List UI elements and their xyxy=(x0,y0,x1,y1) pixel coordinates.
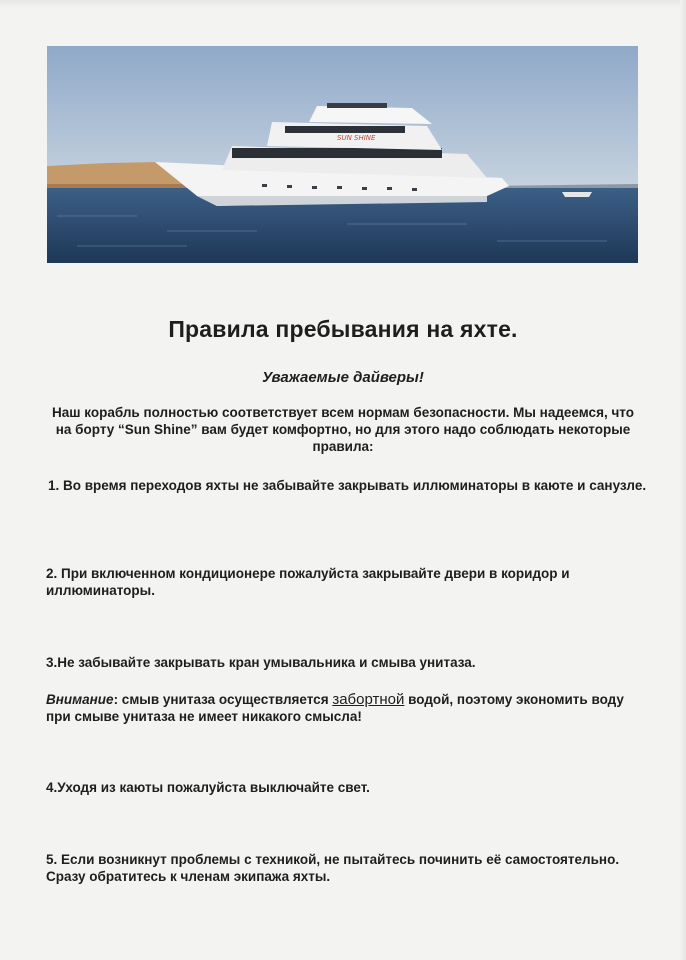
rule-1: 1. Во время переходов яхты не забывайте закрывать иллюминаторы в каюте и санузле. xyxy=(48,478,647,493)
page-title: Правила пребывания на яхте. xyxy=(168,316,518,342)
rule-3: 3.Не забывайте закрывать кран умывальника и смыва унитаза. xyxy=(46,655,476,670)
attention-note xyxy=(46,691,646,725)
underlined-word: забортной xyxy=(332,691,405,708)
subtitle: Уважаемые дайверы! xyxy=(262,369,424,386)
rule-4: 4.Уходя из каюты пожалуйста выключайте свет. xyxy=(46,780,370,795)
attention-label: Внимание xyxy=(46,692,114,707)
rule-5: 5. Если возникнут проблемы с техникой, не пытайтесь починить её самостоятельно. Сразу обратитесь к членам экипажа яхты. xyxy=(46,852,620,884)
note-text-2: водой, поэтому экономить воду при смыве унитаза не имеет никакого смысла! xyxy=(46,692,624,724)
note-text-1: : смыв унитаза осуществляется xyxy=(113,692,333,707)
boat-name: SUN SHINE xyxy=(337,134,376,142)
intro-paragraph: Наш корабль полностью соответствует всем нормам безопасности. Мы надеемся, что на борту “Sun Shine” вам будет комфортно, но для этого надо соблюдать некоторые правила: xyxy=(52,405,634,454)
rule-2: 2. При включенном кондиционере пожалуйста закрывайте двери в коридор и иллюминаторы. xyxy=(46,566,570,598)
